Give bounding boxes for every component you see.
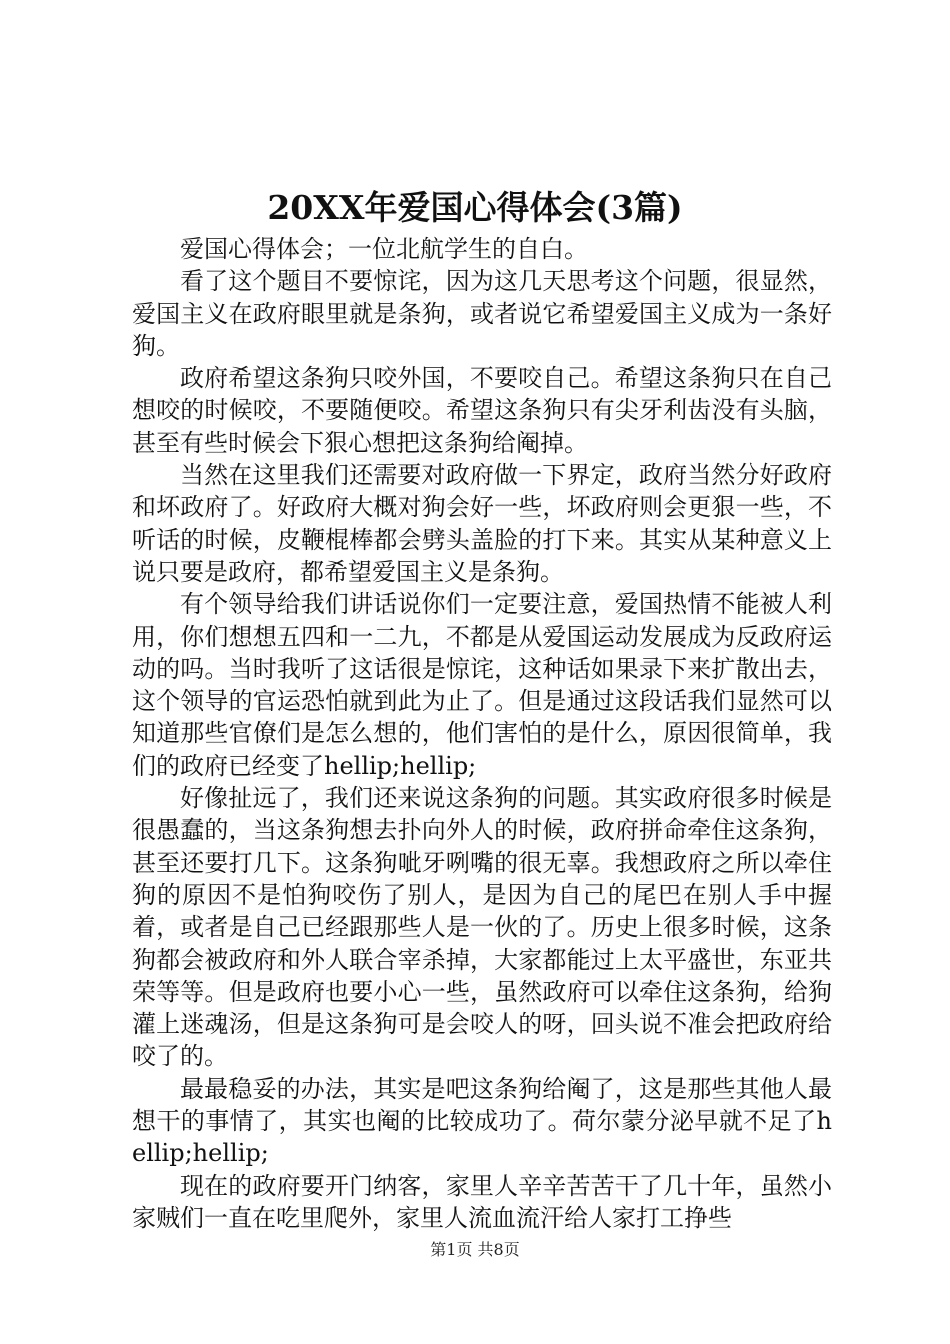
paragraph: 爱国心得体会；一位北航学生的自白。 [180, 235, 588, 263]
paragraph: 最最稳妥的办法，其实是吧这条狗给阉了，这是那些其他人最想干的事情了，其实也阉的比较成功了。荷尔蒙分泌早就不足了hellip;hellip; [132, 1074, 832, 1168]
paragraph: 当然在这里我们还需要对政府做一下界定，政府当然分好政府和坏政府了。好政府大概对狗会好一些，坏政府则会更狠一些，不听话的时候，皮鞭棍棒都会劈头盖脸的打下来。其实从某种意义上说只要是政府，都希望爱国主义是条狗。 [132, 461, 832, 586]
paragraph: 政府希望这条狗只咬外国，不要咬自己。希望这条狗只在自己想咬的时候咬，不要随便咬。希望这条狗只有尖牙利齿没有头脑，甚至有些时候会下狠心想把这条狗给阉掉。 [132, 364, 832, 457]
paragraph: 现在的政府要开门纳客，家里人辛辛苦苦干了几十年，虽然小家贼们一直在吃里爬外，家里人流血流汗给人家打工挣些 [132, 1171, 832, 1232]
paragraph: 看了这个题目不要惊诧，因为这几天思考这个问题，很显然，爱国主义在政府眼里就是条狗，或者说它希望爱国主义成为一条好狗。 [132, 267, 832, 360]
paragraph: 有个领导给我们讲话说你们一定要注意，爱国热情不能被人利用，你们想想五四和一二九，不都是从爱国运动发展成为反政府运动的吗。当时我听了这话很是惊诧，这种话如果录下来扩散出去，这个领导的官运恐怕就到此为止了。但是通过这段话我们显然可以知道那些官僚们是怎么想的，他们害怕的是什么，原因很简单，我们的政府已经变了hellip;hellip; [132, 590, 832, 780]
document-title: 20XX年爱国心得体会(3篇) [267, 188, 683, 227]
paragraph: 好像扯远了，我们还来说这条狗的问题。其实政府很多时候是很愚蠢的，当这条狗想去扑向外人的时候，政府拼命牵住这条狗，甚至还要打几下。这条狗呲牙咧嘴的很无辜。我想政府之所以牵住狗的原因不是怕狗咬伤了别人，是因为自己的尾巴在别人手中握着，或者是自己已经跟那些人是一伙的了。历史上很多时候，这条狗都会被政府和外人联合宰杀掉，大家都能过上太平盛世，东亚共荣等等。但是政府也要小心一些，虽然政府可以牵住这条狗，给狗灌上迷魂汤，但是这条狗可是会咬人的呀，回头说不准会把政府给咬了的。 [132, 784, 832, 1071]
page-footer-indicator: 第1页 共8页 [430, 1240, 520, 1259]
document-body [132, 233, 832, 1234]
